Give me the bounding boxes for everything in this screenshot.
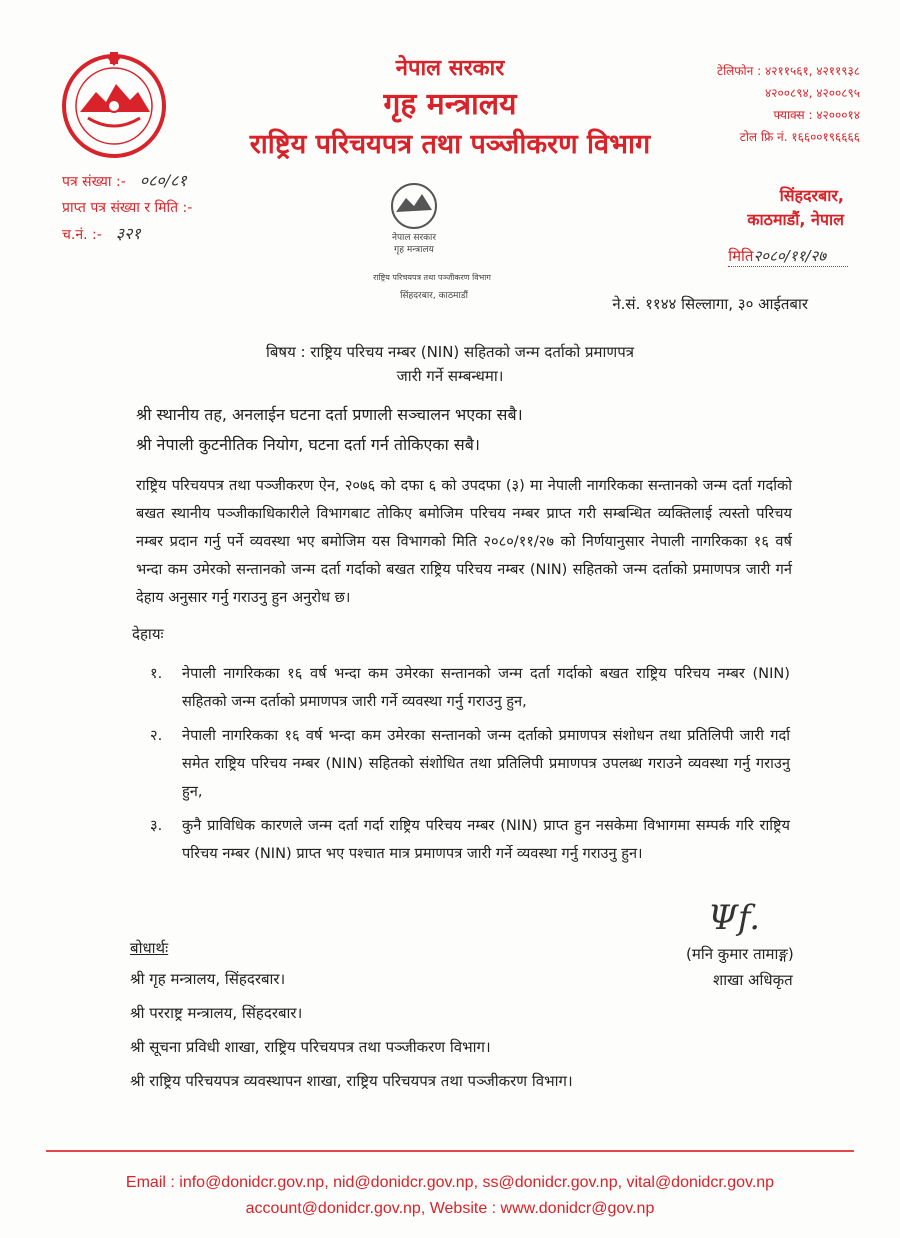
list-item-text: नेपाली नागरिकका १६ वर्ष भन्दा कम उमेरका सन्तानको जन्म दर्ताको प्रमाणपत्र संशोधन तथा प्रतिलिपी जारी गर्दा समेत राष्ट्रिय परिचय नम्बर (NIN) सहितको संशोधित तथा प्रतिलिपी प्रमाणपत्र उपलब्ध गराउने व्यवस्था गर्नु गराउनु हुन, xyxy=(182,727,790,800)
header-department: राष्ट्रिय परिचयपत्र तथा पञ्जीकरण विभाग xyxy=(249,129,651,160)
address-line-1: सिंहदरबार, xyxy=(779,186,844,205)
header-government: नेपाल सरकार xyxy=(395,56,505,81)
footer-divider xyxy=(46,1150,854,1152)
chalani-value: ३२१ xyxy=(115,224,141,243)
subject-line-2: जारी गर्ने सम्बन्धमा। xyxy=(396,367,504,385)
office-address xyxy=(747,184,844,232)
footer-emails: Email : info@donidcr.gov.np, nid@donidcr.gov.np, ss@donidcr.gov.np, vital@donidcr.gov.np xyxy=(125,1174,775,1191)
header-ministry: गृह मन्त्रालय xyxy=(383,87,517,122)
patra-value: ०८०/८१ xyxy=(139,171,187,190)
list-item-text: कुनै प्राविधिक कारणले जन्म दर्ता गर्दा राष्ट्रिय परिचय नम्बर (NIN) प्राप्त हुन नसकेमा विभागमा सम्पर्क गरि राष्ट्रिय परिचय नम्बर (NIN) प्राप्त भए पश्चात मात्र प्रमाणपत्र जारी गर्ने व्यवस्था गर्नु गराउनु हुन। xyxy=(182,817,790,862)
list-item xyxy=(150,722,790,806)
date-label: मिति xyxy=(728,247,754,265)
recipient-1: श्री स्थानीय तह, अनलाईन घटना दर्ता प्रणाली सञ्चालन भएका सबै। xyxy=(136,405,523,424)
address-line-2: काठमाडौं, नेपाल xyxy=(747,210,844,229)
stamp-text-1: नेपाल सरकार xyxy=(391,233,437,243)
list-item-number: २. xyxy=(150,727,163,744)
list-item-text: नेपाली नागरिकका १६ वर्ष भन्दा कम उमेरका सन्तानको जन्म दर्ता गर्दाको बखत राष्ट्रिय परिचय नम्बर (NIN) सहितको जन्म दर्ताको प्रमाणपत्र जारी गर्ने व्यवस्था गर्नु गराउनु हुन, xyxy=(182,665,790,710)
cc-item: श्री सूचना प्रविधी शाखा, राष्ट्रिय परिचयपत्र तथा पञ्जीकरण विभाग। xyxy=(130,1038,491,1056)
stamp-text-2: गृह मन्त्रालय xyxy=(394,245,434,255)
instruction-list xyxy=(150,660,790,874)
list-item-number: १. xyxy=(150,665,163,682)
letter-date xyxy=(728,246,848,267)
footer-contact xyxy=(0,1170,900,1222)
stamp-text-4: सिंहदरबार, काठमाडौं xyxy=(400,291,468,301)
department-stamp xyxy=(354,180,504,310)
list-item-number: ३. xyxy=(150,817,163,834)
footer-website: account@donidcr.gov.np, Website : www.donidcr@gov.np xyxy=(245,1200,655,1217)
subject xyxy=(0,340,900,388)
cc-item: श्री परराष्ट्र मन्त्रालय, सिंहदरबार। xyxy=(130,1004,303,1022)
date-value: २०८०/११/२७ xyxy=(753,247,826,265)
handwritten-signature: Ψf. xyxy=(708,898,760,938)
cc-item: श्री गृह मन्त्रालय, सिंहदरबार। xyxy=(130,970,286,988)
subject-line-1: बिषय : राष्ट्रिय परिचय नम्बर (NIN) सहितको जन्म दर्ताको प्रमाणपत्र xyxy=(265,343,635,361)
cc-item: श्री राष्ट्रिय परिचयपत्र व्यवस्थापन शाखा, राष्ट्रिय परिचयपत्र तथा पञ्जीकरण विभाग। xyxy=(130,1072,573,1090)
cc-heading: बोधार्थः xyxy=(130,939,169,957)
phone: टेलिफोन : ४२११५६१, ४२११९३८ xyxy=(717,64,860,78)
toll-free: टोल फ्रि नं. १६६००१९६६६६ xyxy=(739,130,860,144)
cc-list xyxy=(130,962,573,1098)
list-item xyxy=(150,812,790,868)
nepal-samvat-date: ने.सं. ११४४ सिल्लागा, ३० आईतबार xyxy=(612,295,808,313)
phone-secondary: ४२००८९४, ४२००८९५ xyxy=(765,86,860,100)
dehaya-label: देहायः xyxy=(132,625,164,643)
body-paragraph: राष्ट्रिय परिचयपत्र तथा पञ्जीकरण ऐन, २०७६ को दफा ६ को उपदफा (३) मा नेपाली नागरिकका सन्तानको जन्म दर्ता गर्दाको बखत स्थानीय पञ्जीकाधिकारीले विभागबाट तोकिए बमोजिम परिचय नम्बर प्राप्त गरी सम्बन्धित व्यक्तिलाई त्यस्तो परिचय नम्बर प्रदान गर्नु पर्ने व्यवस्था भए बमोजिम यस विभागको मिति २०८०/११/२७ को निर्णयानुसार नेपाली नागरिकका १६ वर्ष भन्दा कम उमेरको सन्तानको जन्म दर्ता गर्दाको बखत राष्ट्रिय परिचय नम्बर (NIN) सहितको जन्म दर्ताको प्रमाणपत्र जारी गर्न देहाय अनुसार गर्नु गराउनु हुन अनुरोध छ। xyxy=(136,477,792,606)
fax: फ्याक्स : ४२०००१४ xyxy=(773,108,860,122)
chalani-label: च.नं. :- xyxy=(62,227,102,243)
contact-block xyxy=(717,60,860,148)
prapta-label: प्राप्त पत्र संख्या र मिति :- xyxy=(62,200,193,216)
recipient-2: श्री नेपाली कुटनीतिक नियोग, घटना दर्ता गर्न तोकिएका सबै। xyxy=(136,435,480,454)
signatory-name: (मनि कुमार तामाङ्ग) xyxy=(686,945,794,963)
list-item xyxy=(150,660,790,716)
signatory-title: शाखा अधिकृत xyxy=(713,971,793,989)
patra-label: पत्र संख्या :- xyxy=(62,174,126,190)
recipients xyxy=(136,400,523,460)
reference-block xyxy=(62,168,192,248)
stamp-text-3: राष्ट्रिय परिचयपत्र तथा पञ्जीकरण विभाग xyxy=(373,273,491,282)
